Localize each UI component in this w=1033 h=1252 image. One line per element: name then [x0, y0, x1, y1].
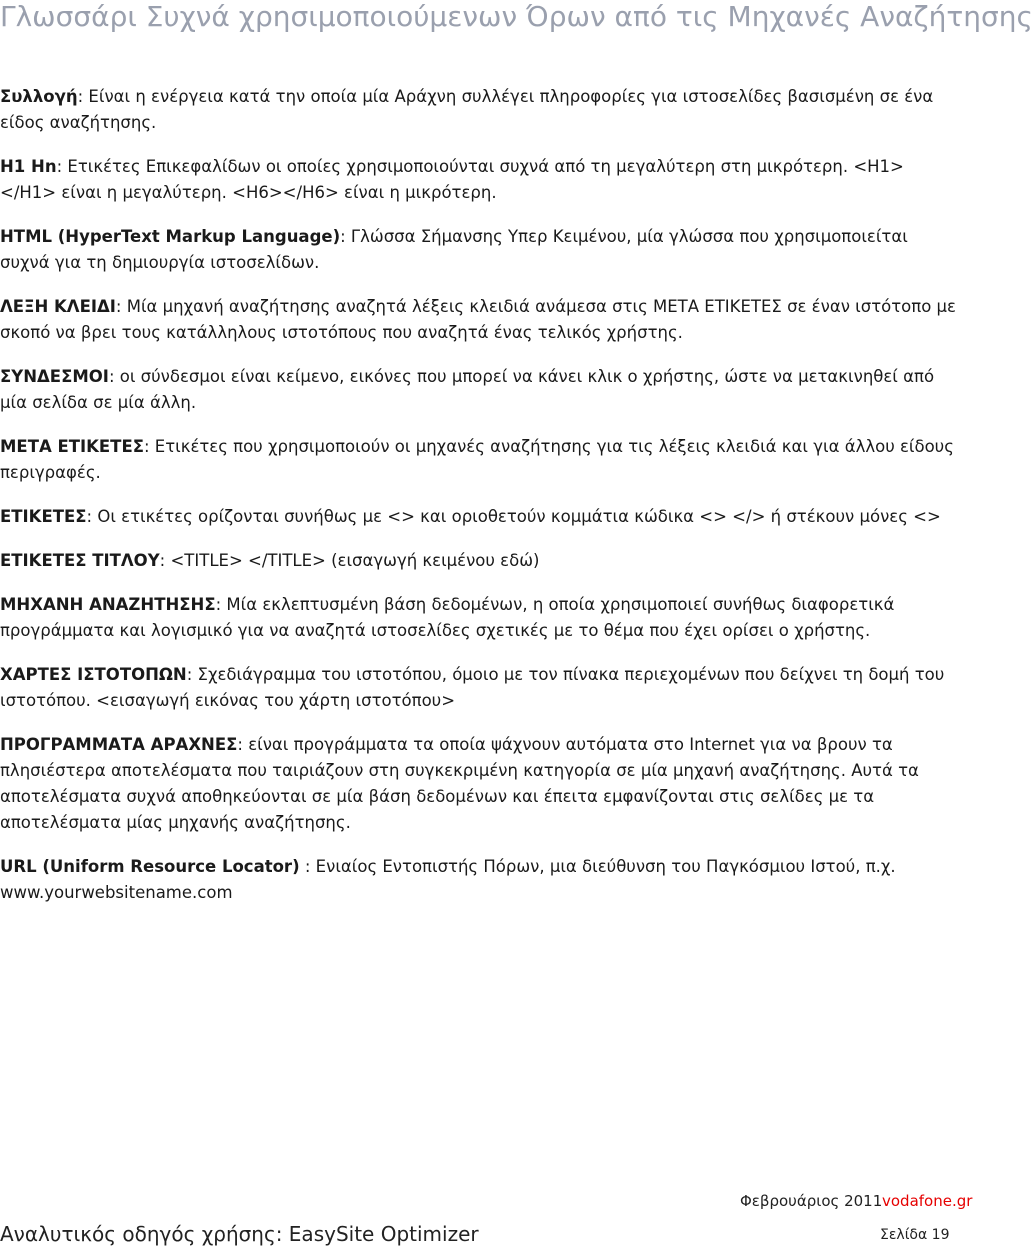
- glossary-entry: [0, 504, 958, 530]
- glossary-definition: : Ετικέτες Επικεφαλίδων οι οποίες χρησιμοποιούνται συχνά από τη μεγαλύτερη στη μικρότερη. <H1> </H1> είναι η μεγαλύτερη. <H6></H6> είναι η μικρότερη.: [0, 157, 904, 202]
- glossary-definition: : <TITLE> </TITLE> (εισαγωγή κειμένου εδώ): [159, 551, 540, 570]
- footer-brand-link[interactable]: vodafone.gr: [882, 1192, 973, 1210]
- glossary-term: ΛΕΞΗ ΚΛΕΙΔΙ: [0, 297, 116, 316]
- glossary-term: ΧΑΡΤΕΣ ΙΣΤΟΤΟΠΩΝ: [0, 665, 187, 684]
- page-number: Σελίδα 19: [880, 1227, 950, 1243]
- glossary-term: ΕΤΙΚΕΤΕΣ: [0, 507, 87, 526]
- glossary-entry: [0, 154, 958, 206]
- footer-guide-title: Αναλυτικός οδηγός χρήσης: EasySite Optimizer: [0, 1222, 479, 1246]
- glossary-entry: [0, 84, 958, 136]
- glossary-definition: : Σχεδιάγραμμα του ιστοτόπου, όμοιο με τον πίνακα περιεχομένων που δείχνει τη δομή του ιστοτόπου. <εισαγωγή εικόνας του χάρτη ιστοτόπου>: [0, 665, 945, 710]
- glossary-term: ΣΥΝΔΕΣΜΟΙ: [0, 367, 109, 386]
- footer-date: Φεβρουάριος 2011: [740, 1192, 883, 1210]
- glossary-entry: [0, 364, 958, 416]
- glossary-definition: : οι σύνδεσμοι είναι κείμενο, εικόνες που μπορεί να κάνει κλικ ο χρήστης, ώστε να μετακινηθεί από μία σελίδα σε μία άλλη.: [0, 367, 935, 412]
- glossary-list: [0, 84, 958, 924]
- glossary-definition: : είναι προγράμματα τα οποία ψάχνουν αυτόματα στο Internet για να βρουν τα πλησιέστερα αποτελέσματα που ταιριάζουν στη συγκεκριμένη κατηγορία σε μία μηχανή αναζήτησης. Αυτά τα αποτελέσματα συχνά αποθηκεύονται σε μία βάση δεδομένων και έπειτα εμφανίζονται στις σελίδες με τα αποτελέσματα μίας μηχανής αναζήτησης.: [0, 735, 919, 832]
- glossary-entry: [0, 732, 958, 836]
- glossary-entry: [0, 662, 958, 714]
- glossary-entry: [0, 224, 958, 276]
- glossary-term: ΜΕΤΑ ΕΤΙΚΕΤΕΣ: [0, 437, 144, 456]
- glossary-term: ΜΗΧΑΝΗ ΑΝΑΖΗΤΗΣΗΣ: [0, 595, 216, 614]
- glossary-entry: [0, 854, 958, 906]
- glossary-term: Συλλογή: [0, 87, 78, 106]
- glossary-definition: : Ετικέτες που χρησιμοποιούν οι μηχανές αναζήτησης για τις λέξεις κλειδιά και για άλλου είδους περιγραφές.: [0, 437, 954, 482]
- glossary-term: ΠΡΟΓΡΑΜΜΑΤΑ ΑΡΑΧΝΕΣ: [0, 735, 238, 754]
- glossary-entry: [0, 434, 958, 486]
- glossary-entry: [0, 548, 958, 574]
- glossary-definition: : Μία μηχανή αναζήτησης αναζητά λέξεις κλειδιά ανάμεσα στις ΜΕΤΑ ΕΤΙΚΕΤΕΣ σε έναν ιστότοπο με σκοπό να βρει τους κατάλληλους ιστοτόπους που αναζητά ένας τελικός χρήστης.: [0, 297, 956, 342]
- glossary-entry: [0, 294, 958, 346]
- glossary-term: H1 Hn: [0, 157, 57, 176]
- glossary-term: URL (Uniform Resource Locator): [0, 857, 300, 876]
- glossary-definition: : Μία εκλεπτυσμένη βάση δεδομένων, η οποία χρησιμοποιεί συνήθως διαφορετικά προγράμματα και λογισμικό για να αναζητά ιστοσελίδες σχετικές με το θέμα που έχει ορίσει ο χρήστης.: [0, 595, 895, 640]
- glossary-term: ΕΤΙΚΕΤΕΣ ΤΙΤΛΟΥ: [0, 551, 160, 570]
- page-title: Γλωσσάρι Συχνά χρησιμοποιούμενων Όρων από τις Μηχανές Αναζήτησης: [0, 0, 1033, 33]
- glossary-definition: : Είναι η ενέργεια κατά την οποία μία Αράχνη συλλέγει πληροφορίες για ιστοσελίδες βασισμένη σε ένα είδος αναζήτησης.: [0, 87, 934, 132]
- glossary-entry: [0, 592, 958, 644]
- glossary-definition: : Οι ετικέτες ορίζονται συνήθως με <> και οριοθετούν κομμάτια κώδικα <> </> ή στέκουν μόνες <>: [86, 507, 941, 526]
- glossary-term: HTML (HyperText Markup Language): [0, 227, 341, 246]
- glossary-definition: : Ενιαίος Εντοπιστής Πόρων, μια διεύθυνση του Παγκόσμιου Ιστού, π.χ. www.yourwebsitename.com: [0, 857, 896, 902]
- glossary-definition: : Γλώσσα Σήμανσης Υπερ Κειμένου, μία γλώσσα που χρησιμοποιείται συχνά για τη δημιουργία ιστοσελίδων.: [0, 227, 908, 272]
